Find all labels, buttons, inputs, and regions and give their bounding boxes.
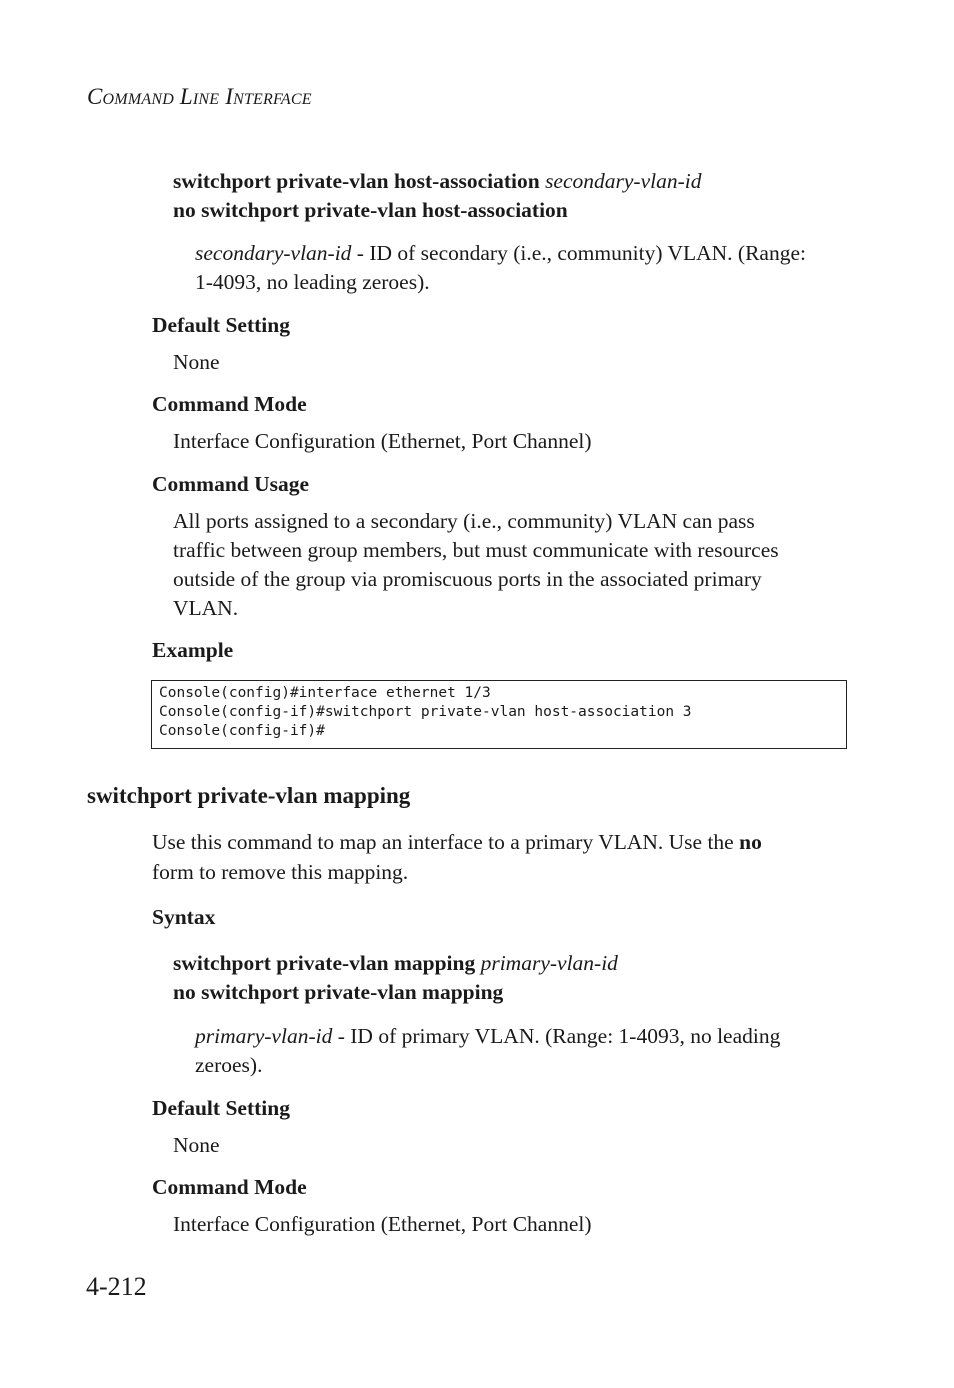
parameter-description-line1 — [195, 239, 806, 268]
syntax-command: switchport private-vlan host-association — [173, 169, 540, 193]
command-usage-line: traffic between group members, but must communicate with resources — [173, 538, 779, 562]
syntax-line-host-association — [173, 169, 701, 194]
default-setting-heading: Default Setting — [152, 1096, 290, 1120]
parameter-description-line2: 1-4093, no leading zeroes). — [195, 270, 430, 294]
section-title-private-vlan-mapping: switchport private-vlan mapping — [87, 783, 411, 808]
syntax-parameter: primary-vlan-id — [480, 951, 618, 975]
code-line: Console(config-if)# — [159, 723, 325, 739]
intro-text: Use this command to map an interface to a primary VLAN. Use the — [152, 830, 740, 854]
example-code-block — [151, 680, 847, 749]
command-usage-line: outside of the group via promiscuous ports in the associated primary — [173, 567, 762, 591]
intro-no-keyword: no — [739, 830, 762, 854]
parameter-description-line1 — [195, 1022, 780, 1051]
parameter-name: primary-vlan-id — [195, 1024, 333, 1048]
intro-line1 — [152, 828, 762, 857]
parameter-desc: - ID of secondary (i.e., community) VLAN. (Range: — [351, 241, 806, 265]
command-usage-heading: Command Usage — [152, 472, 310, 496]
command-mode-value: Interface Configuration (Ethernet, Port Channel) — [173, 1212, 592, 1236]
command-usage-line: VLAN. — [173, 596, 239, 620]
syntax-line-no-mapping: no switchport private-vlan mapping — [173, 980, 504, 1004]
page-number: 4-212 — [86, 1272, 147, 1301]
default-setting-heading: Default Setting — [152, 313, 290, 337]
command-mode-heading: Command Mode — [152, 392, 307, 416]
running-header: Command Line Interface — [87, 84, 312, 109]
command-mode-value: Interface Configuration (Ethernet, Port Channel) — [173, 429, 592, 453]
syntax-line-no-host-association: no switchport private-vlan host-association — [173, 198, 568, 222]
command-mode-heading: Command Mode — [152, 1175, 307, 1199]
syntax-heading: Syntax — [152, 905, 216, 929]
parameter-description-line2: zeroes). — [195, 1053, 263, 1077]
syntax-parameter: secondary-vlan-id — [545, 169, 702, 193]
default-setting-value: None — [173, 1133, 220, 1157]
code-line: Console(config)#interface ethernet 1/3 — [159, 685, 491, 701]
syntax-command: switchport private-vlan mapping — [173, 951, 476, 975]
command-usage-line: All ports assigned to a secondary (i.e., community) VLAN can pass — [173, 509, 755, 533]
code-line: Console(config-if)#switchport private-vlan host-association 3 — [159, 704, 692, 720]
parameter-desc: - ID of primary VLAN. (Range: 1-4093, no leading — [332, 1024, 781, 1048]
intro-line2: form to remove this mapping. — [152, 860, 409, 884]
example-heading: Example — [152, 638, 234, 662]
parameter-name: secondary-vlan-id — [195, 241, 352, 265]
syntax-line-mapping — [173, 951, 618, 976]
default-setting-value: None — [173, 350, 220, 374]
